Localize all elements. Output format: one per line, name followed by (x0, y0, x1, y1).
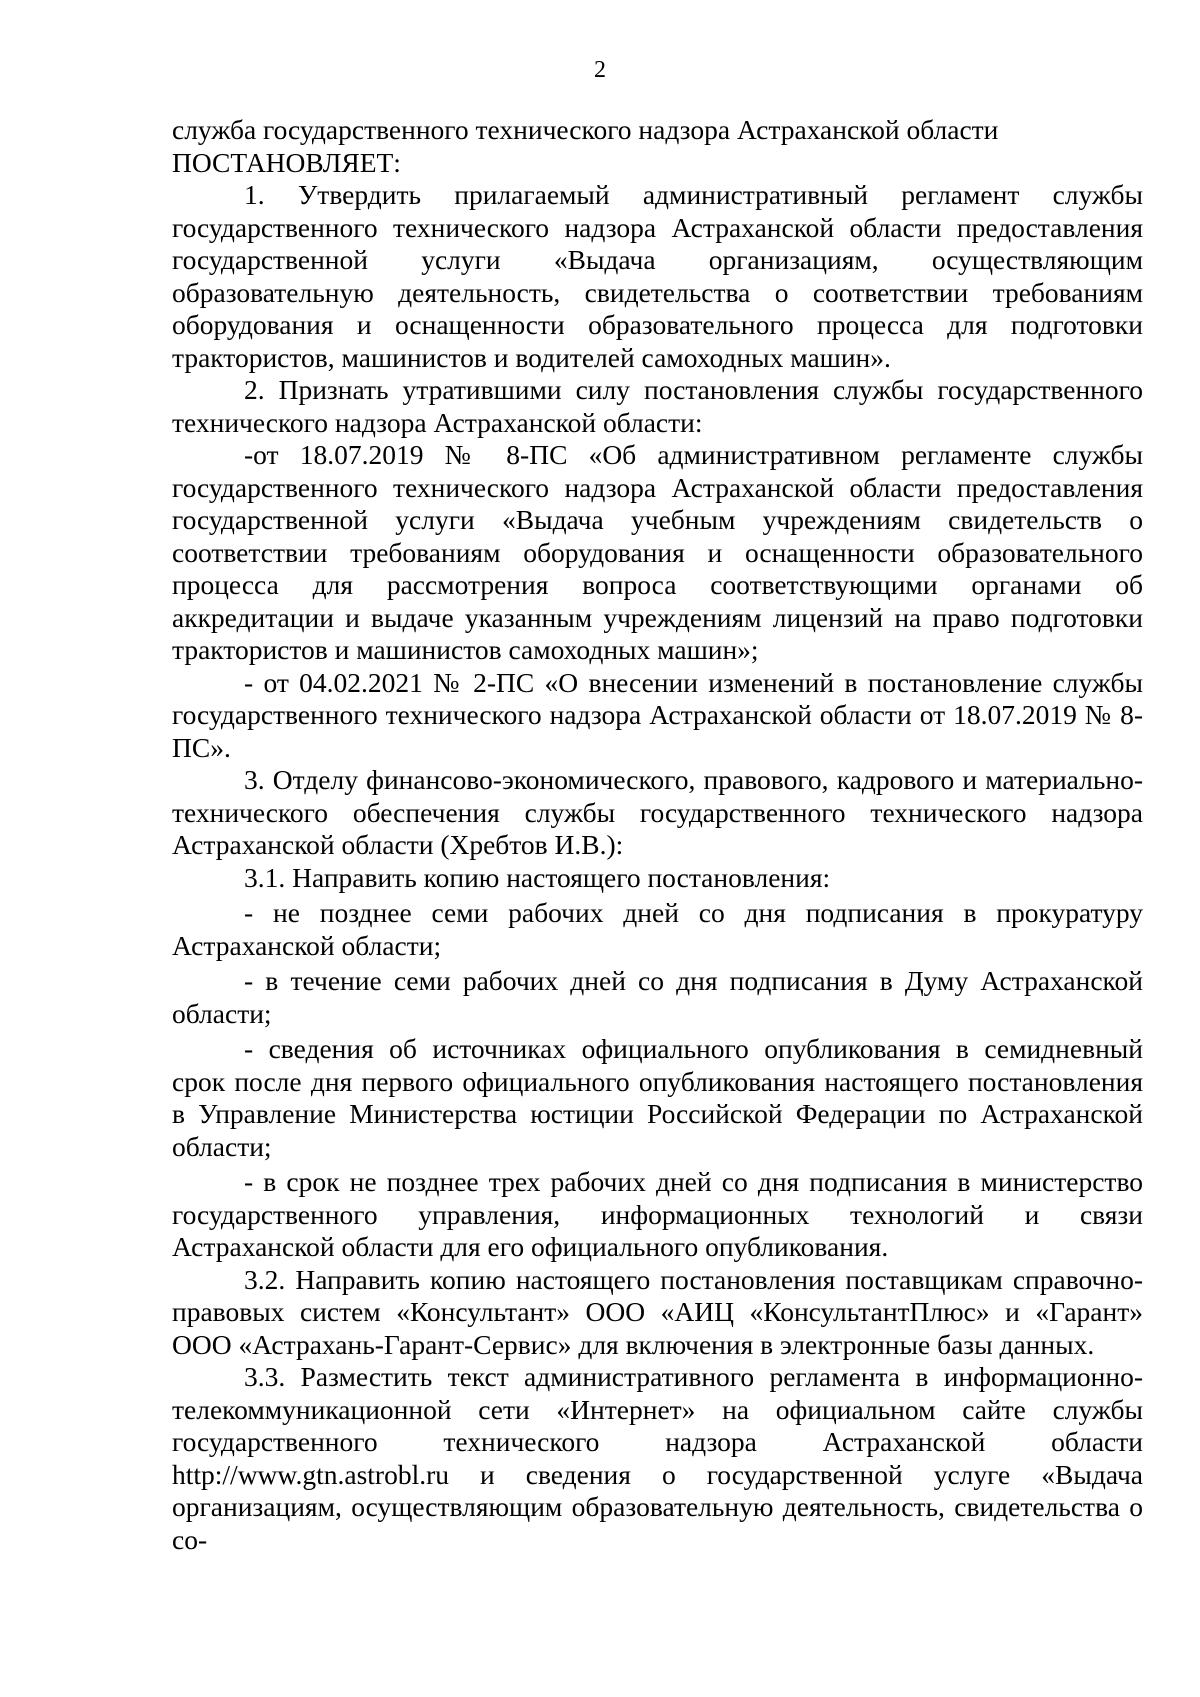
paragraph-item-2-sub-1: -от 18.07.2019 № 8-ПС «Об административном регламенте службы государственного технического надзора Астраханской области предоставления государственной услуги «Выдача учебным учреждениям свидетельств о соответствии требованиям оборудования и оснащенности образовательного процесса для рассмотрения вопроса соответствующими органами об аккредитации и выдаче указанным учреждениям лицензий на право подготовки трактористов и машинистов самоходных машин»; (172, 439, 1143, 665)
paragraph-item-2-sub-2: - от 04.02.2021 № 2-ПС «О внесении изменений в постановление службы государственного технического надзора Астраханской области от 18.07.2019 № 8-ПС». (172, 666, 1143, 763)
page-number: 2 (594, 57, 606, 83)
paragraph-item-3-1-sub-2: - в течение семи рабочих дней со дня подписания в Думу Астраханской области; (172, 965, 1143, 1029)
paragraph-item-1: 1. Утвердить прилагаемый административный регламент службы государственного технического надзора Астраханской области предоставления государственной услуги «Выдача организациям, осуществляющим образовательную деятельность, свидетельства о соответствии требованиям оборудования и оснащенности образовательного процесса для подготовки трактористов, машинистов и водителей самоходных машин». (172, 179, 1143, 373)
paragraph-item-3-1-sub-3: - сведения об источниках официального опубликования в семидневный срок после дня первого официального опубликования настоящего постановления в Управление Министерства юстиции Российской Федерации по Астраханской области; (172, 1033, 1143, 1162)
paragraph-item-3-3: 3.3. Разместить текст административного регламента в информационно-телекоммуникационной сети «Интернет» на официальном сайте службы государственного технического надзора Астраханской области http://www.gtn.astrobl.ru и сведения о государственной услуге «Выдача организациям, осуществляющим образовательную деятельность, свидетельства о со- (172, 1361, 1143, 1555)
paragraph-item-3-1: 3.1. Направить копию настоящего постановления: (244, 861, 831, 893)
paragraph-item-3-1-sub-4: - в срок не позднее трех рабочих дней со дня подписания в министерство государственного управления, информационных технологий и связи Астраханской области для его официального опубликования. (172, 1166, 1143, 1262)
paragraph-item-3-2: 3.2. Направить копию настоящего постановления поставщикам справочно-правовых систем «Консультант» ООО «АИЦ «КонсультантПлюс» и «Гарант» ООО «Астрахань-Гарант-Сервис» для включения в электронные базы данных. (172, 1263, 1143, 1360)
document-body (172, 114, 1143, 1556)
paragraph-item-3-1-sub-1: - не позднее семи рабочих дней со дня подписания в прокуратуру Астраханской области; (172, 897, 1143, 961)
paragraph-item-2: 2. Признать утратившими силу постановления службы государственного технического надзора Астраханской области: (172, 374, 1143, 438)
paragraph-decree-word: ПОСТАНОВЛЯЕТ: (172, 146, 401, 178)
paragraph-preamble: служба государственного технического надзора Астраханской области (172, 114, 999, 145)
paragraph-item-3: 3. Отделу финансово-экономического, правового, кадрового и материально-технического обеспечения службы государственного технического надзора Астраханской области (Хребтов И.В.): (172, 764, 1143, 860)
